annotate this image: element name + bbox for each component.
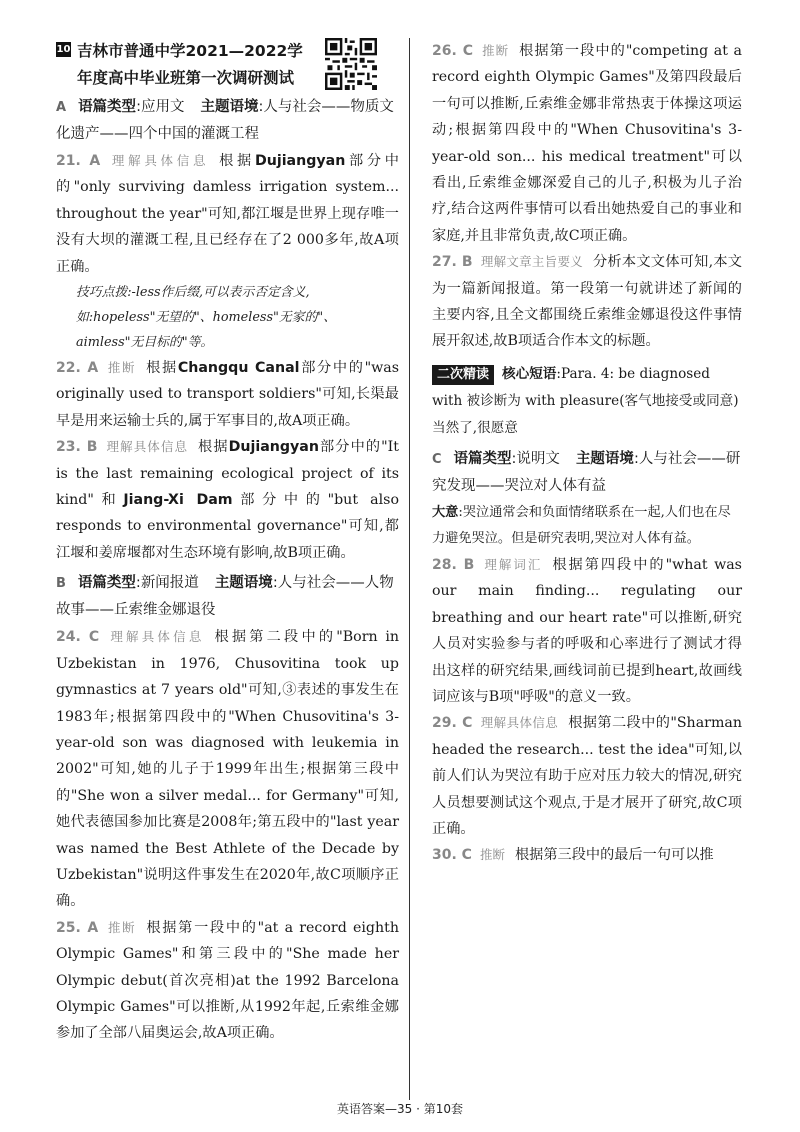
page-footer: 英语答案—35 · 第10套 <box>337 1102 463 1116</box>
answer-28: 28. B 理解词汇 根据第四段中的"what was our main finding... regulating our breathing and our heart rate"可以推断,研究人员对实验参与者的呼吸和心率进行了测试才得出这样的研究结果,画线词前已提到heart,故画线词应该与B项"呼吸"的意义一致。 <box>432 556 742 705</box>
answer-21: 21. A 理解具体信息 根据Dujiangyan部分中的"only surviving damless irrigation system... throughout the year"可知,都江堰是世界上现存唯一没有大坝的灌溉工程,且已经存在了2 000多年,故A项正确。 <box>56 153 399 275</box>
answer-26: 26. C 推断 根据第一段中的"competing at a record eighth Olympic Games"及第四段最后一句可以推断,丘索维金娜非常热衷于体操这项运动;根据第四段中的"When Chusovitina's 3-year-old son... his medical treatment"可以看出,丘索维金娜深爱自己的儿子,积极为儿子治疗,结合这两件事情可以看出她热爱自己的事业和家庭,并且非常负责,故C项正确。 <box>432 43 742 244</box>
test-number: 10 <box>56 44 71 55</box>
column-divider <box>409 38 410 1100</box>
section-a-mark: A <box>56 100 67 115</box>
tip-note: 技巧点拨:-less作后缀,可以表示否定含义,如:hopeless"无望的"、homeless"无家的"、aimless"无目标的"等。 <box>76 285 336 351</box>
right-column <box>432 38 742 869</box>
answer-24: 24. C 理解具体信息 根据第二段中的"Born in Uzbekistan in 1976, Chusovitina took up gymnastics at 7 years old"可知,③表述的事发生在1983年;根据第四段中的"When Chusovitina's 3-year-old son was diagnosed with leukemia in 2002"可知,她的儿子于1999年出生;根据第三段中的"She won a silver medal... for Germany"可知,她代表德国参加比赛是2008年;第五段中的"last year was named the Best Athlete of the Decade by Uzbekistan"说明这件事发生在2020年,故C项顺序正确。 <box>56 629 399 910</box>
main-idea: 大意:哭泣通常会和负面情绪联系在一起,人们也在尽力避免哭泣。但是研究表明,哭泣对人体有益。 <box>432 504 731 546</box>
section-b-mark: B <box>56 576 66 592</box>
section-c-header: C 语篇类型:说明文 主题语境:人与社会——研究发现——哭泣对人体有益 <box>432 446 742 500</box>
qr-code-icon[interactable] <box>325 38 377 90</box>
left-column <box>56 38 399 1047</box>
section-a-header: A 语篇类型:应用文 主题语境:人与社会——物质文化遗产——四个中国的灌溉工程 <box>56 94 399 148</box>
reread-badge: 二次精读 <box>432 365 494 385</box>
answer-25: 25. A 推断 根据第一段中的"at a record eighth Olympic Games"和第三段中的"She made her Olympic debut(首次亮相)at the 1992 Barcelona Olympic Games"可以推断,从1992年起,丘索维金娜参加了全部八届奥运会,故A项正确。 <box>56 919 399 1042</box>
answer-27: 27. B 理解文章主旨要义 分析本文文体可知,本文为一篇新闻报道。第一段第一句就讲述了新闻的主要内容,且全文都围绕丘索维金娜退役这件事情展开叙述,故B项适合作本文的标题。 <box>432 254 742 350</box>
answer-30: 30. C 推断 根据第三段中的最后一句可以推 <box>432 847 714 864</box>
test-header <box>56 38 399 92</box>
section-b-header: B 语篇类型:新闻报道 主题语境:人与社会——人物故事——丘索维金娜退役 <box>56 570 399 624</box>
section-c-mark: C <box>432 451 442 467</box>
answer-29: 29. C 理解具体信息 根据第二段中的"Sharman headed the research... test the idea"可知,以前人们认为哭泣有助于应对压力较大的情况,研究人员想要测试这个观点,于是才展开了研究,故C项正确。 <box>432 715 742 837</box>
answer-23: 23. B 理解具体信息 根据Dujiangyan部分中的"It is the last remaining ecological project of its kind"和Jiang-Xi Dam部分中的"but also responds to environmental governance"可知,都江堰和姜席堰都对生态环境有影响,故B项正确。 <box>56 439 399 561</box>
answer-22: 22. A 推断 根据Changqu Canal部分中的"was originally used to transport soldiers"可知,长渠最早是用来运输士兵的,属于军事目的,故A项正确。 <box>56 360 399 429</box>
test-title: 吉林市普通中学2021—2022学年度高中毕业班第一次调研测试 <box>77 42 303 87</box>
key-phrases: 二次精读 核心短语:Para. 4: be diagnosed with 被诊断为 with pleasure(客气地接受或同意)当然了,很愿意 <box>432 365 739 436</box>
